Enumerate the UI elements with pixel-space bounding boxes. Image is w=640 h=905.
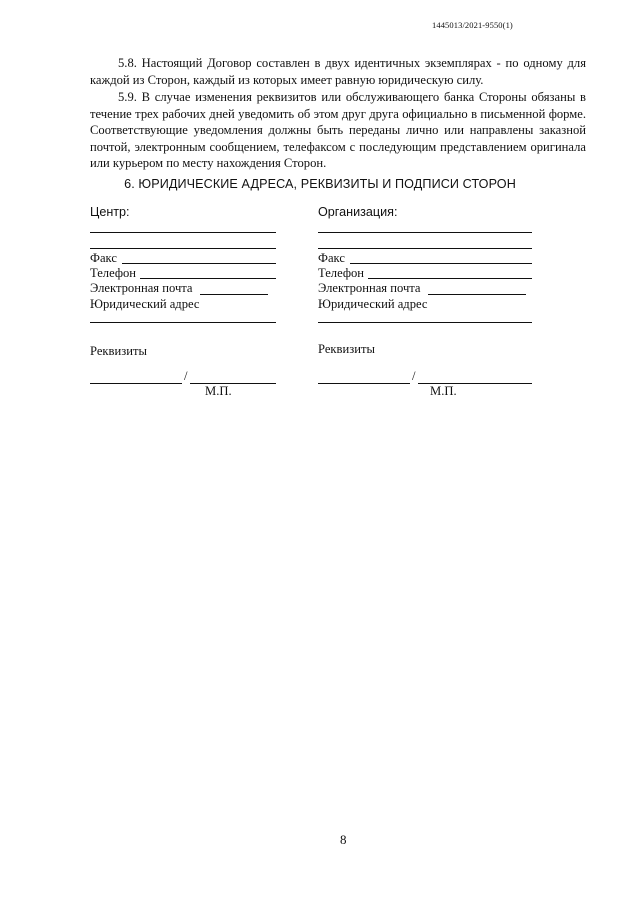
center-fax-label: Факс — [90, 251, 117, 265]
organization-signature-field[interactable] — [318, 383, 410, 384]
center-name-line-1[interactable] — [90, 232, 276, 233]
center-address-label: Юридический адрес — [90, 297, 200, 311]
organization-address-field[interactable] — [318, 322, 532, 323]
organization-email-field[interactable] — [428, 294, 526, 295]
center-stamp-label: М.П. — [205, 384, 232, 398]
organization-address-label: Юридический адрес — [318, 297, 428, 311]
organization-fax-label: Факс — [318, 251, 345, 265]
section-heading: 6. ЮРИДИЧЕСКИЕ АДРЕСА, РЕКВИЗИТЫ И ПОДПИСИ СТОРОН — [124, 177, 516, 191]
organization-email-label: Электронная почта — [318, 281, 421, 295]
center-phone-field[interactable] — [140, 278, 276, 279]
document-number: 1445013/2021-9550(1) — [432, 20, 513, 30]
party-organization-title: Организация: — [318, 205, 398, 219]
organization-phone-label: Телефон — [318, 266, 365, 280]
organization-name-line-1[interactable] — [318, 232, 532, 233]
center-requisites-label: Реквизиты — [90, 344, 147, 358]
center-phone-label: Телефон — [90, 266, 137, 280]
center-email-label: Электронная почта — [90, 281, 193, 295]
center-name-line-2[interactable] — [90, 248, 276, 249]
center-signature-field[interactable] — [90, 383, 182, 384]
organization-requisites-label: Реквизиты — [318, 342, 375, 356]
organization-phone-field[interactable] — [368, 278, 532, 279]
page-number: 8 — [340, 832, 347, 847]
clause-5-8: 5.8. Настоящий Договор составлен в двух идентичных экземплярах - по одному для каждой из Сторон, каждый из которых имеет равную юридическую силу. — [90, 56, 586, 87]
center-email-field[interactable] — [200, 294, 268, 295]
organization-signature-slash: / — [412, 369, 416, 383]
organization-fax-field[interactable] — [350, 263, 532, 264]
center-signature-name-field[interactable] — [190, 383, 276, 384]
party-center-title: Центр: — [90, 205, 130, 219]
center-fax-field[interactable] — [122, 263, 276, 264]
center-address-field[interactable] — [90, 322, 276, 323]
organization-stamp-label: М.П. — [430, 384, 457, 398]
clause-5-9: 5.9. В случае изменения реквизитов или обслуживающего банка Стороны обязаны в течение трех рабочих дней уведомить об этом друг друга официально в письменной форме. Соответствующие уведомления должны быть переданы лично или направлены заказной почтой, электронным сообщением, телефаксом с последующим представлением оригинала или курьером по месту нахождения Сторон. — [90, 90, 586, 171]
organization-name-line-2[interactable] — [318, 248, 532, 249]
center-signature-slash: / — [184, 369, 188, 383]
